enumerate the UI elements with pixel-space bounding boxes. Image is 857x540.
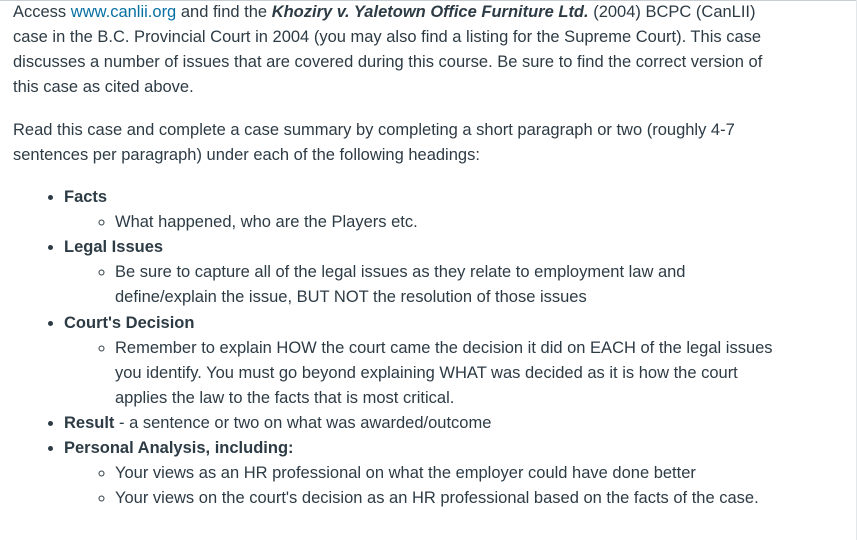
sub-item: ◦ Your views as an HR professional on what the employer could have done better	[115, 461, 773, 486]
list-item-personal-analysis	[64, 436, 773, 511]
access-text: Access	[13, 3, 67, 21]
instructions-paragraph: Read this case and complete a case summary by completing a short paragraph or two (roughly 4-7 sentences per paragraph) under each of the following headings:	[13, 121, 735, 164]
list-item-result	[64, 411, 773, 436]
sublist	[64, 461, 773, 511]
sublist	[64, 210, 773, 235]
intro-paragraph	[13, 0, 773, 100]
canlii-link[interactable]: www.canlii.org	[70, 3, 177, 21]
sublist	[64, 260, 773, 310]
list-item-legal-issues	[64, 235, 773, 310]
heading-title: Court's Decision	[64, 314, 195, 332]
sub-item: ◦ Be sure to capture all of the legal issues as they relate to employment law and define/explain the issue, BUT NOT the resolution of those issues	[115, 260, 773, 310]
case-name: Khoziry v. Yaletown Office Furniture Ltd.	[271, 3, 589, 21]
intro-rest: (2004) BCPC (CanLII) case in the B.C. Provincial Court in 2004 (you may also find a listing for the Supreme Court). This case discusses a number of issues that are covered during this course. Be sure to find the correct version of this case as cited above.	[13, 3, 763, 96]
list-item-facts	[64, 185, 773, 235]
heading-title: Legal Issues	[64, 238, 164, 256]
heading-title: Result	[64, 414, 115, 432]
sublist	[64, 336, 773, 411]
heading-suffix: - a sentence or two on what was awarded/outcome	[114, 414, 492, 432]
heading-title: Personal Analysis, including:	[64, 439, 294, 457]
sub-item: ◦ What happened, who are the Players etc.	[115, 210, 773, 235]
headings-list	[13, 185, 773, 511]
assignment-content	[13, 0, 773, 511]
sub-item: ◦ Remember to explain HOW the court came the decision it did on EACH of the legal issues you identify. You must go beyond explaining WHAT was decided as it is how the court applies the law to the facts that is most critical.	[115, 336, 773, 411]
find-text: and find the	[180, 3, 268, 21]
heading-title: Facts	[64, 188, 108, 206]
list-item-courts-decision	[64, 311, 773, 411]
sub-item: ◦ Your views on the court's decision as an HR professional based on the facts of the case.	[115, 486, 773, 511]
